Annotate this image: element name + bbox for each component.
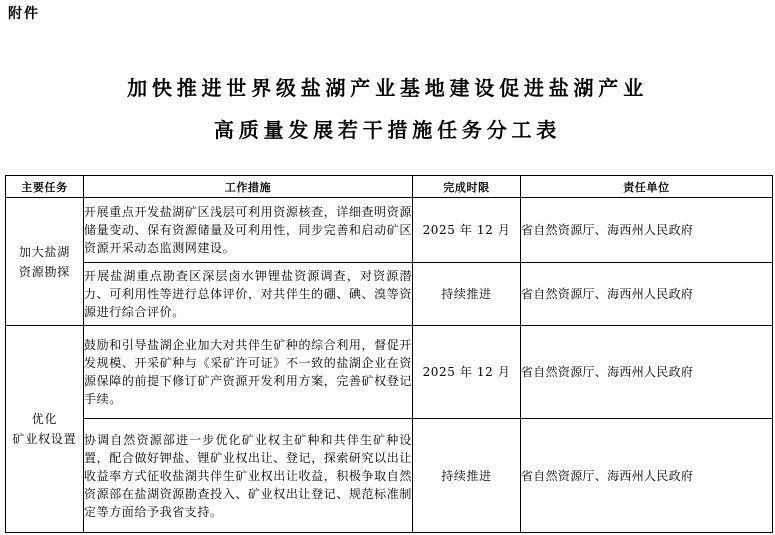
main-task-line: 加大盐湖 — [18, 244, 71, 259]
attachment-label: 附件 — [8, 6, 40, 22]
work-measure-cell: 协调自然资源部进一步优化矿业权主矿种和共伴生矿种设置，配合做好钾盐、锂矿业权出让、登记，探索研究以出让收益率方式征收盐湖共伴生矿业权出让收益，积极争取自然资源部在盐湖资源勘查投入、矿业权出让登记、规范标准制定等方面给予我省支持。 — [84, 419, 413, 533]
work-measure-cell: 开展重点开发盐湖矿区浅层可利用资源核查，详细查明资源储量变动、保有资源储量及可利用性，同步完善和启动矿区资源开采动态监测网建设。 — [84, 198, 413, 263]
header-work-measure: 工作措施 — [84, 176, 413, 198]
work-measure-cell: 开展盐湖重点勘查区深层卤水钾锂盐资源调查，对资源潜力、可利用性等进行总体评价，对共伴生的硼、碘、溴等资源进行综合评价。 — [84, 263, 413, 326]
table-row — [6, 419, 773, 533]
header-deadline: 完成时限 — [413, 176, 521, 198]
table-row — [6, 198, 773, 263]
responsible-unit-cell: 省自然资源厅、海西州人民政府 — [521, 419, 773, 533]
table-row — [6, 326, 773, 419]
header-main-task: 主要任务 — [6, 176, 84, 198]
work-measure-cell: 鼓励和引导盐湖企业加大对共伴生矿种的综合利用，督促开发规模、开采矿种与《采矿许可证》不一致的盐湖企业在资源保障的前提下修订矿产资源开发利用方案，完善矿权登记手续。 — [84, 326, 413, 419]
deadline-cell: 持续推进 — [413, 419, 521, 533]
deadline-cell: 2025 年 12 月 — [413, 198, 521, 263]
deadline-cell: 2025 年 12 月 — [413, 326, 521, 419]
responsible-unit-cell: 省自然资源厅、海西州人民政府 — [521, 198, 773, 263]
table-header-row — [6, 176, 773, 198]
main-task-cell — [6, 198, 84, 326]
document-title-line-2: 高质量发展若干措施任务分工表 — [213, 118, 562, 142]
header-responsible-unit: 责任单位 — [521, 176, 773, 198]
responsible-unit-cell: 省自然资源厅、海西州人民政府 — [521, 263, 773, 326]
responsible-unit-cell: 省自然资源厅、海西州人民政府 — [521, 326, 773, 419]
task-assignment-table — [5, 175, 773, 533]
main-task-cell — [6, 326, 84, 533]
main-task-line: 优化 — [31, 412, 58, 426]
deadline-cell: 持续推进 — [413, 263, 521, 326]
table-row — [6, 263, 773, 326]
main-task-line: 资源勘探 — [18, 264, 71, 279]
document-title-line-1: 加快推进世界级盐湖产业基地建设促进盐湖产业 — [127, 76, 648, 100]
main-task-line: 矿业权设置 — [12, 432, 77, 446]
